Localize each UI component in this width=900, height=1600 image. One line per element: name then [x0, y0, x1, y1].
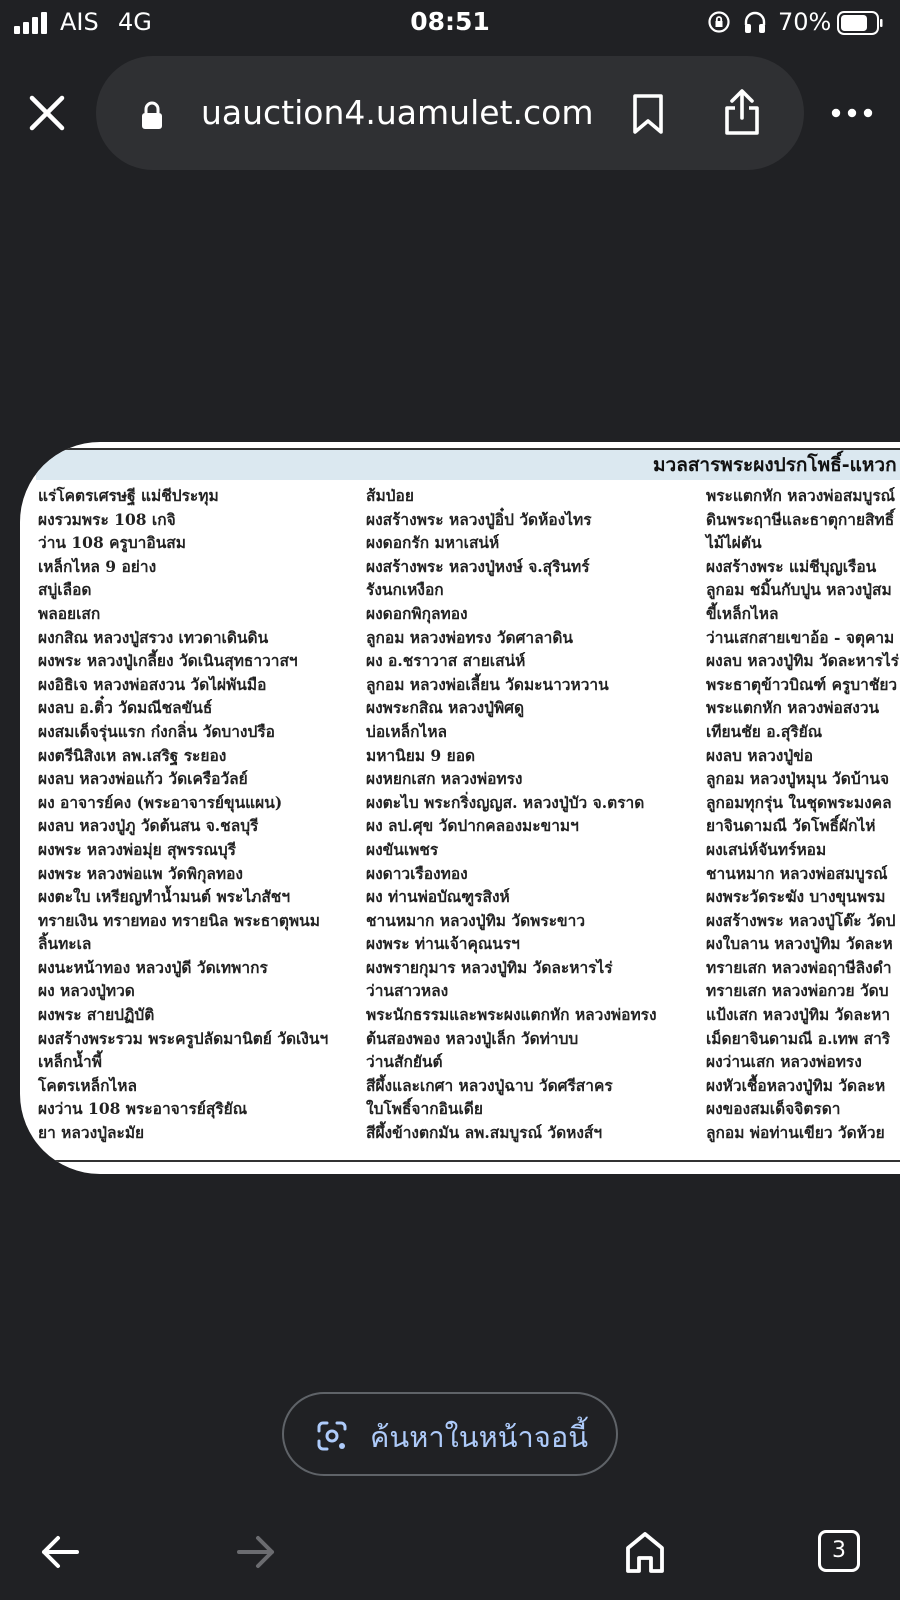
material-item: ชานหมาก หลวงพ่อสมบูรณ์ — [706, 863, 888, 883]
material-item: ทรายเสก หลวงพ่อกวย วัดบ — [706, 981, 889, 1001]
material-item: โคตรเหล็กไหล — [38, 1075, 137, 1095]
material-item: ผงนะหน้าทอง หลวงปู่ดี วัดเทพากร — [38, 957, 268, 977]
forward-arrow-icon[interactable] — [236, 1534, 276, 1570]
search-screen-label: ค้นหาในหน้าจอนี้ — [370, 1420, 589, 1454]
material-item: ผงว่านเสก หลวงพ่อทรง — [706, 1052, 862, 1072]
url-text[interactable]: uauction4.uamulet.com — [201, 93, 594, 132]
material-item: ผงสมเด็จรุ่นแรก ก๋งกลิ่น วัดบางปรือ — [38, 721, 275, 741]
material-item: ลูกอม หลวงพ่อเลี้ยน วัดมะนาวหวาน — [366, 674, 609, 694]
material-item: ผงกสิณ หลวงปู่สรวง เทวดาเดินดิน — [38, 627, 269, 647]
material-item: ลูกอม ชมิ้นกับปูน หลวงปู่สม — [706, 580, 892, 600]
material-item: ลูกอม หลวงปู่หมุน วัดบ้านจ — [706, 769, 890, 789]
material-item: พระธาตุข้าวบิณฑ์ ครูบาชัยว — [706, 674, 898, 694]
material-item: ผงดอกรัก มหาเสน่ห์ — [366, 533, 500, 553]
material-item: บ่อเหล็กไหล — [366, 721, 448, 741]
material-item: ผงตรีนิสิงเห ลพ.เสริฐ ระยอง — [38, 745, 227, 765]
material-item: ผงขันเพชร — [366, 839, 439, 859]
material-item: ยา หลวงปู่ละมัย — [38, 1123, 145, 1143]
material-item: ผงลบ หลวงปู่ภู วัดต้นสน จ.ชลบุรี — [38, 816, 259, 836]
material-item: ผงรวมพระ 108 เกจิ — [38, 509, 176, 529]
material-item: ลูกอมทุกรุ่น ในชุดพระมงคล — [706, 792, 892, 812]
material-item: ผง ท่านพ่อบัณฑูรสิงห์ — [366, 887, 510, 907]
material-item: ขี้เหล็กไหล — [706, 603, 779, 623]
more-icon[interactable] — [830, 100, 874, 126]
clock: 08:51 — [410, 7, 490, 36]
lock-icon — [140, 100, 164, 130]
search-screen-button[interactable] — [282, 1392, 618, 1476]
document-title: มวลสารพระผงปรกโพธิ์-แหวก — [653, 454, 897, 476]
material-item: สีผึ้งและเกศา หลวงปู่ฉาบ วัดศรีสาคร — [366, 1075, 613, 1095]
material-item: ชานหมาก หลวงปู่ทิม วัดพระขาว — [366, 910, 586, 930]
material-item: ผงดาวเรืองทอง — [366, 863, 468, 883]
material-item: ผงสร้างพระ แม่ชีบุญเรือน — [706, 556, 877, 576]
material-item: ดินพระฤาษีและธาตุกายสิทธิ์ — [706, 509, 895, 529]
material-item: เม็ดยาจินดามณี อ.เทพ สาริ — [706, 1028, 891, 1048]
tab-switcher-button[interactable]: 3 — [818, 1530, 860, 1572]
material-item: ผงพระ หลวงปู่เกลี้ยง วัดเนินสุทธาวาสฯ — [38, 651, 298, 671]
material-item: ว่าน 108 ครูบาอินสม — [38, 533, 186, 553]
document-title-bar — [36, 450, 900, 480]
material-item: แป้งเสก หลวงปู่ทิม วัดละหา — [706, 1005, 891, 1025]
material-item: ผงพระ หลวงพ่อแพ วัดพิกุลทอง — [38, 863, 243, 883]
material-item: ผงพระวัดระฆัง บางขุนพรม — [706, 887, 886, 907]
material-item: ผงของสมเด็จจิตรดา — [706, 1099, 841, 1119]
material-item: ลูกอม พ่อท่านเขียว วัดห้วย — [706, 1123, 885, 1143]
material-item: รังนกเหงือก — [366, 580, 444, 600]
carrier-label: AIS — [60, 8, 99, 36]
material-item: ผงพระ สายปฏิบัติ — [38, 1005, 155, 1025]
rotation-lock-icon — [707, 10, 731, 34]
material-item: ผงตะไบ พระกริ่งญญส. หลวงปู่บัว จ.ตราด — [366, 792, 645, 812]
material-item: ผงหัวเชื้อหลวงปู่ทิม วัดละห — [706, 1075, 886, 1095]
material-item: ไม้ไผ่ตัน — [706, 533, 762, 553]
materials-column-1 — [38, 484, 328, 1145]
material-item: ผงพรายกุมาร หลวงปู่ทิม วัดละหารไร่ — [366, 957, 613, 977]
material-item: ใบโพธิ์จากอินเดีย — [366, 1099, 483, 1119]
material-item: ส้มป่อย — [366, 486, 414, 505]
material-item: พระแตกหัก หลวงพ่อสงวน — [706, 698, 880, 718]
lens-icon — [316, 1420, 348, 1452]
material-item: ผงลบ อ.ติ๋ว วัดมณีชลขันธ์ — [38, 698, 213, 718]
material-item: เทียนชัย อ.สุริยัณ — [706, 721, 823, 741]
material-item: ว่านสาวหลง — [366, 981, 449, 1001]
material-item: แร่โคตรเศรษฐี แม่ชีประทุม — [38, 486, 219, 505]
material-item: ผงลบ หลวงปู่ข่อ — [706, 745, 814, 765]
material-item: ผง หลวงปู่ทวด — [38, 981, 135, 1001]
material-item: ผงสร้างพระ หลวงปู่หงษ์ จ.สุรินทร์ — [366, 556, 590, 576]
material-item: ผงอิธิเจ หลวงพ่อสงวน วัดไผ่พันมือ — [38, 674, 267, 694]
materials-column-2 — [366, 484, 657, 1145]
material-item: พลอยเสก — [38, 603, 101, 623]
material-item: ผงพระ ท่านเจ้าคุณนรฯ — [366, 934, 520, 954]
close-icon[interactable] — [28, 94, 66, 132]
network-label: 4G — [118, 8, 152, 36]
bookmark-icon[interactable] — [630, 93, 666, 135]
material-item: ลูกอม หลวงพ่อทรง วัดศาลาดิน — [366, 627, 574, 647]
material-item: ผงตะใบ เหรียญทำน้ำมนต์ พระไภสัชฯ — [38, 887, 291, 907]
material-item: ผงว่าน 108 พระอาจารย์สุริยัณ — [38, 1099, 248, 1119]
material-item: ผง อ.ชราวาส สายเสน่ห์ — [366, 651, 526, 671]
material-item: ทรายเสก หลวงพ่อฤาษีลิงดำ — [706, 957, 892, 977]
material-item: สีผึ้งข้างตกมัน ลพ.สมบูรณ์ วัดหงส์ฯ — [366, 1123, 603, 1143]
material-item: ทรายเงิน ทรายทอง ทรายนิล พระธาตุพนม — [38, 910, 320, 930]
material-item: ผงพระ หลวงพ่อมุ่ย สุพรรณบุรี — [38, 839, 236, 859]
material-item: ผงพระกสิณ หลวงปู่พิศดู — [366, 698, 525, 718]
divider — [36, 1160, 900, 1162]
material-item: ผง อาจารย์คง (พระอาจารย์ขุนแผน) — [38, 792, 283, 812]
material-item: ผงใบลาน หลวงปู่ทิม วัดละห — [706, 934, 893, 954]
material-item: เหล็กน้ำพี้ — [38, 1052, 102, 1072]
material-item: ว่านสักยันต์ — [366, 1052, 443, 1072]
share-icon[interactable] — [722, 88, 762, 136]
material-item: ผงหยกเสก หลวงพ่อทรง — [366, 769, 523, 789]
material-item: ผงสร้างพระ หลวงปู่โต๊ะ วัดป — [706, 910, 896, 930]
material-item: ว่านเสกสายเขาอ้อ - จตุคาม — [706, 627, 895, 647]
material-item: ลิ้นทะเล — [38, 934, 92, 954]
home-icon[interactable] — [624, 1530, 666, 1574]
material-item: เหล็กไหล 9 อย่าง — [38, 556, 157, 576]
material-item: ผงสร้างพระรวม พระครูปลัดมานิตย์ วัดเงินฯ — [38, 1028, 329, 1048]
document-image — [20, 442, 900, 1174]
battery-icon — [837, 11, 883, 35]
material-item: พระแตกหัก หลวงพ่อสมบูรณ์ — [706, 486, 896, 505]
material-item: มหานิยม 9 ยอด — [366, 745, 476, 765]
material-item: ผง ลป.ศุข วัดปากคลองมะขามฯ — [366, 816, 579, 836]
headphones-icon — [742, 9, 768, 35]
status-bar — [0, 0, 900, 48]
material-item: ผงลบ หลวงปู่ทิม วัดละหารไร่ — [706, 651, 900, 671]
material-item: ยาจินดามณี วัดโพธิ์ผักไห่ — [706, 816, 876, 836]
material-item: ผงลบ หลวงพ่อแก้ว วัดเครือวัลย์ — [38, 769, 248, 789]
material-item: ผงสร้างพระ หลวงปู่อิ๋ป วัดห้องไทร — [366, 509, 592, 529]
material-item: ผงดอกพิกุลทอง — [366, 603, 468, 623]
back-arrow-icon[interactable] — [40, 1534, 80, 1570]
material-item: พระนักธรรมและพระผงแตกหัก หลวงพ่อทรง — [366, 1005, 657, 1025]
material-item: ผงเสน่ห์จันทร์หอม — [706, 839, 827, 859]
material-item: สบู่เลือด — [38, 580, 92, 600]
battery-percent: 70% — [778, 8, 832, 36]
materials-column-3 — [706, 484, 899, 1145]
material-item: ต้นสองพอง หลวงปู่เล็ก วัดท่าบบ — [366, 1028, 579, 1048]
